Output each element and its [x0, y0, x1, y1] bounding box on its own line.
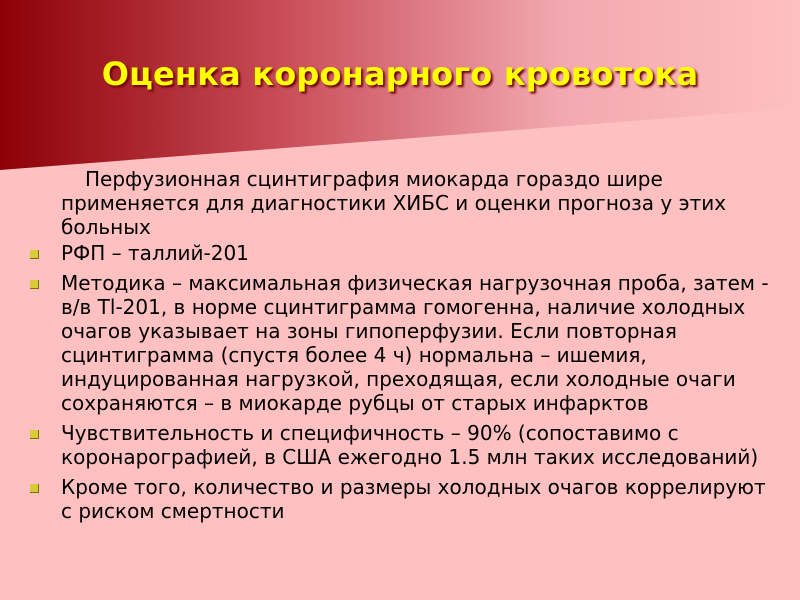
- slide-title: Оценка коронарного кровотока: [101, 55, 699, 93]
- bullet-text: РФП – таллий-201: [61, 241, 249, 265]
- square-bullet-icon: [30, 250, 39, 259]
- bullet-list: [30, 241, 780, 523]
- square-bullet-icon: [30, 430, 39, 439]
- bullet-text: Методика – максимальная физическая нагрузочная проба, затем - в/в Tl-201, в норме сцинтиграмма гомогенна, наличие холодных очагов указывает на зоны гипоперфузии. Если повторная сцинтиграмма (спустя более 4 ч) нормальна – ишемия, индуцированная нагрузкой, преходящая, если холодные очаги сохраняются – в миокарде рубцы от старых инфарктов: [61, 271, 769, 415]
- bullet-text: Кроме того, количество и размеры холодных очагов коррелируют с риском смертности: [61, 475, 766, 523]
- square-bullet-icon: [30, 280, 39, 289]
- bullet-item-sensitivity: [30, 421, 780, 469]
- bullet-text: Чувствительность и специфичность – 90% (сопоставимо с коронарографией, в США ежегодно 1.5 млн таких исследований): [61, 421, 759, 469]
- square-bullet-icon: [30, 484, 39, 493]
- intro-paragraph: Перфузионная сцинтиграфия миокарда гораздо шире применяется для диагностики ХИБС и оценки прогноза у этих больных: [61, 167, 727, 239]
- bullet-item-rfp: [30, 241, 780, 265]
- slide-content: [30, 167, 780, 529]
- bullet-item-method: [30, 271, 780, 415]
- bullet-item-mortality: [30, 475, 780, 523]
